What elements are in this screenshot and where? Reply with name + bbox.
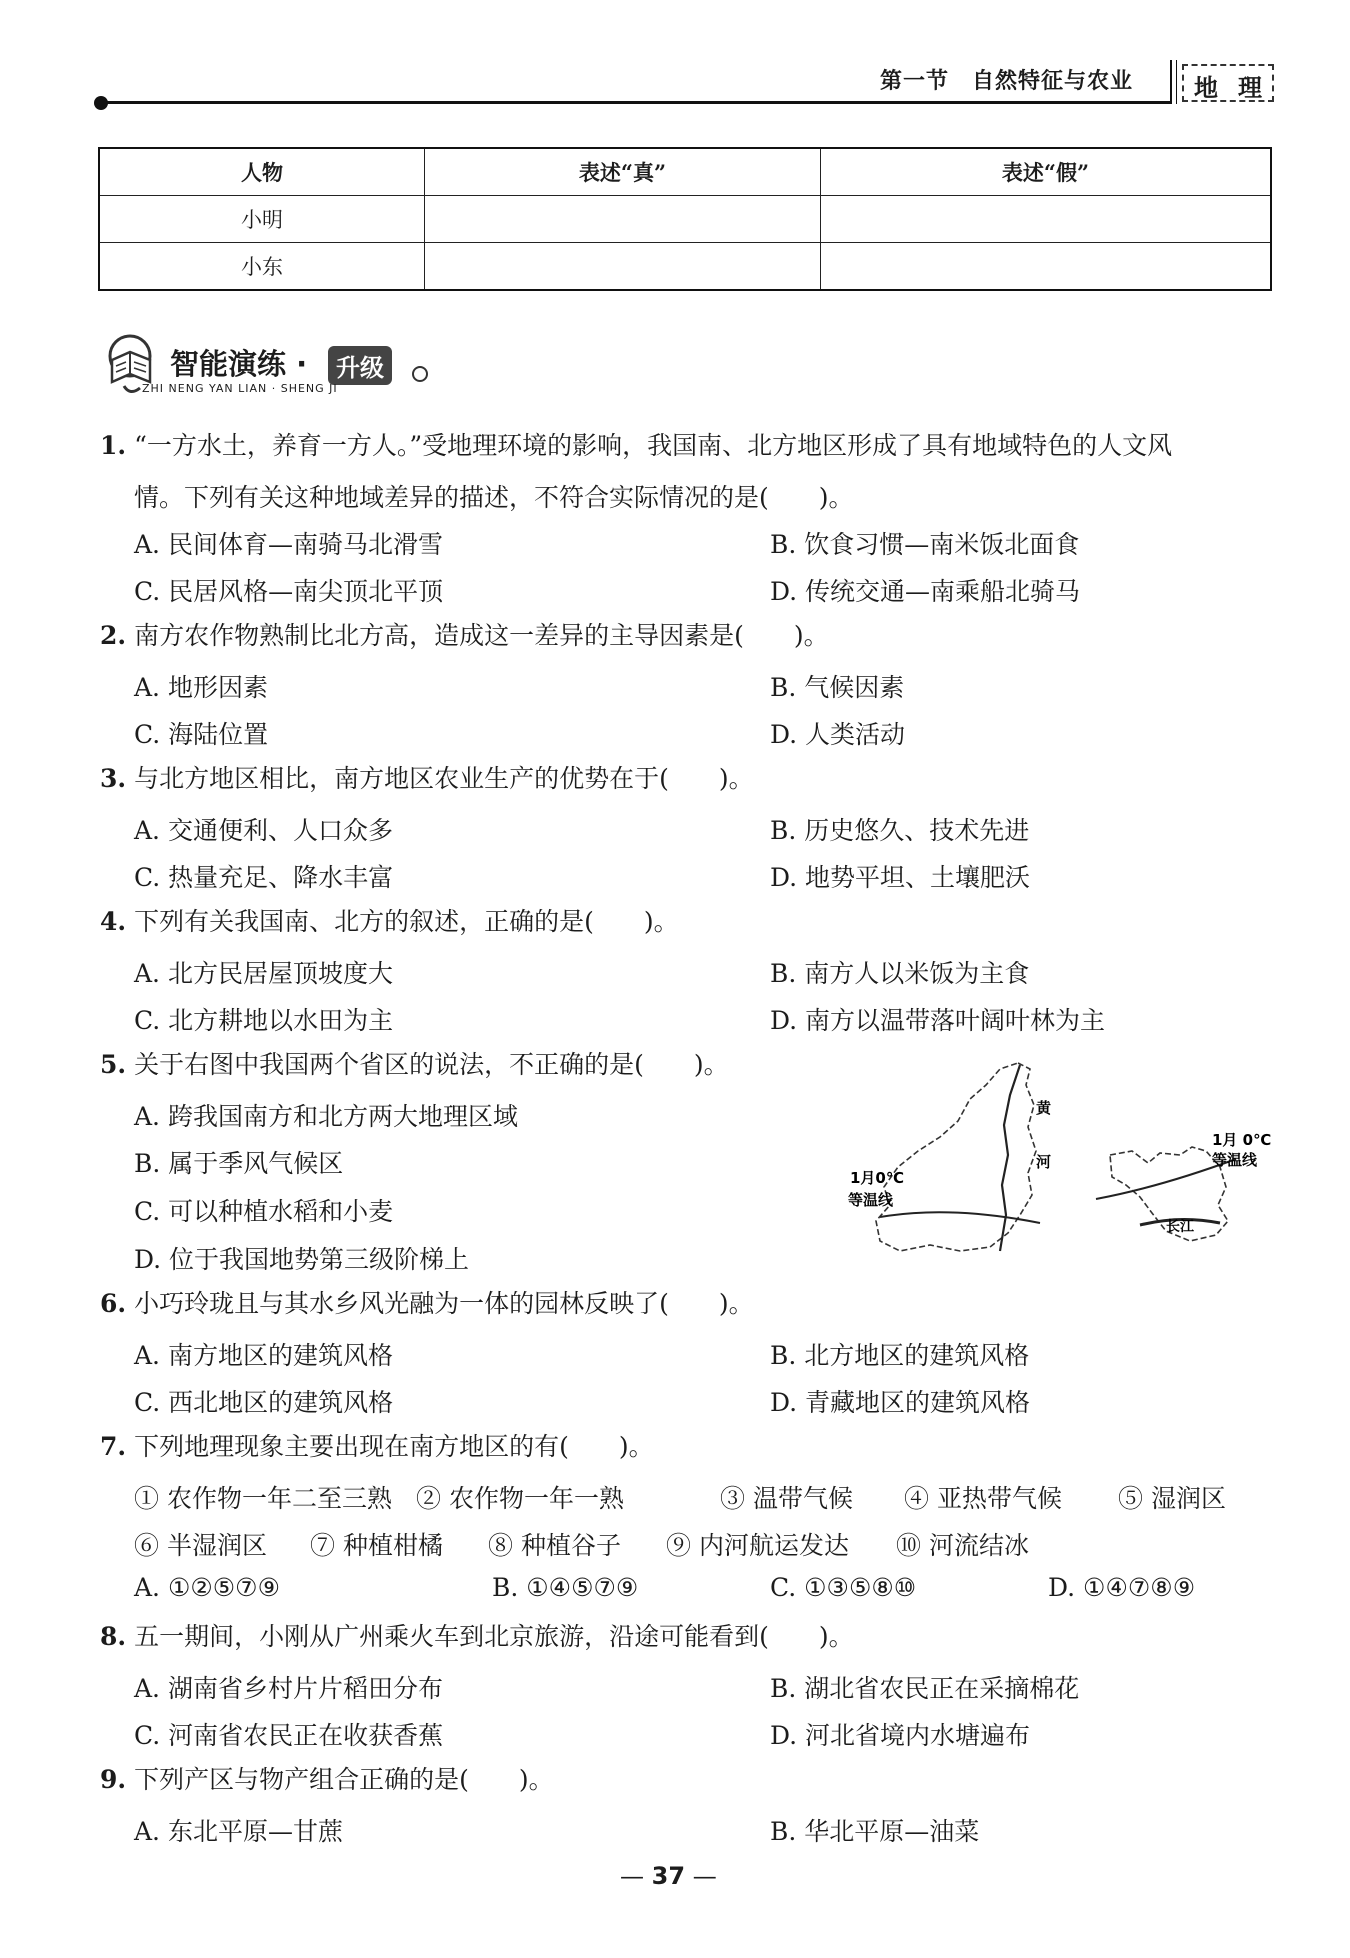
question-text: “一方水土，养育一方人。”受地理环境的影响，我国南、北方地区形成了具有地域特色的人文风 (134, 431, 1173, 460)
option-b[interactable]: B. 历史悠久、技术先进 (770, 816, 1030, 845)
option-a[interactable]: A. 湖南省乡村片片稻田分布 (134, 1674, 443, 1703)
header-divider (1176, 60, 1177, 104)
question-text: 五一期间，小刚从广州乘火车到北京旅游，沿途可能看到( )。 (134, 1622, 854, 1651)
question-number: 5. (100, 1050, 127, 1079)
statement-item: ③ 温带气候 (720, 1484, 853, 1513)
question-number: 3. (100, 764, 127, 793)
answer-cell[interactable] (425, 243, 821, 291)
question (100, 1041, 729, 1089)
statement-item: ① 农作物一年二至三熟 (134, 1484, 392, 1513)
table-cell: 小东 (99, 243, 425, 291)
banner-subtitle: ZHI NENG YAN LIAN · SHENG JI (142, 382, 338, 395)
question (100, 1423, 654, 1471)
river-label: 长江 (1166, 1219, 1194, 1235)
isotherm-label: 1月0℃ (850, 1169, 905, 1187)
option-c[interactable]: C. 河南省农民正在收获香蕉 (134, 1721, 444, 1750)
question (100, 1756, 554, 1804)
option-c[interactable]: C. 西北地区的建筑风格 (134, 1388, 394, 1417)
answer-cell[interactable] (425, 196, 821, 243)
option-d[interactable]: D. 传统交通—南乘船北骑马 (770, 577, 1081, 606)
subject-label (1182, 64, 1274, 102)
option-b[interactable]: B. 华北平原—油菜 (770, 1817, 980, 1846)
statement-item: ④ 亚热带气候 (904, 1484, 1062, 1513)
statement-item: ② 农作物一年一熟 (416, 1484, 624, 1513)
statement-item: ⑨ 内河航运发达 (666, 1531, 849, 1560)
statement-item: ⑥ 半湿润区 (134, 1531, 267, 1560)
option-b[interactable]: B. 饮食习惯—南米饭北面食 (770, 530, 1080, 559)
answer-table (98, 147, 1272, 291)
page-footer (620, 1862, 717, 1890)
question-number: 6. (100, 1289, 127, 1318)
option-b[interactable]: B. 属于季风气候区 (134, 1149, 344, 1178)
question (100, 755, 754, 803)
question-number: 7. (100, 1432, 127, 1461)
table-header: 表述“假” (821, 148, 1272, 196)
isotherm-label: 等温线 (1212, 1151, 1258, 1169)
statement-item: ⑩ 河流结冰 (896, 1531, 1029, 1560)
river-label: 河 (1036, 1153, 1052, 1171)
option-d[interactable]: D. 人类活动 (770, 720, 906, 749)
option-d[interactable]: D. 位于我国地势第三级阶梯上 (134, 1245, 470, 1274)
question-text: 南方农作物熟制比北方高，造成这一差异的主导因素是( )。 (134, 621, 829, 650)
table-row (99, 196, 1271, 243)
question-number: 9. (100, 1765, 127, 1794)
question (100, 422, 1172, 470)
subject-char: 理 (1238, 73, 1262, 102)
question (100, 1613, 854, 1661)
question-text: 下列地理现象主要出现在南方地区的有( )。 (134, 1432, 654, 1461)
option-a[interactable]: A. 民间体育—南骑马北滑雪 (134, 530, 443, 559)
river-label: 黄 (1036, 1099, 1052, 1117)
question (100, 612, 829, 660)
option-a[interactable]: A. 南方地区的建筑风格 (134, 1341, 393, 1370)
statement-item: ⑦ 种植柑橘 (310, 1531, 443, 1560)
option-a[interactable]: A. 北方民居屋顶坡度大 (134, 959, 393, 988)
option-a[interactable]: A. 地形因素 (134, 673, 268, 702)
question-text: 下列产区与物产组合正确的是( )。 (134, 1765, 554, 1794)
question (100, 1280, 754, 1328)
table-cell: 小明 (99, 196, 425, 243)
option-b[interactable]: B. 南方人以米饭为主食 (770, 959, 1030, 988)
footer-dash: — (692, 1862, 717, 1890)
question-number: 1. (100, 431, 127, 460)
header-divider (1170, 60, 1172, 104)
option-d[interactable]: D. 南方以温带落叶阔叶林为主 (770, 1006, 1106, 1035)
subject-char: 地 (1194, 73, 1218, 102)
footer-dash: — (620, 1862, 644, 1890)
table-header: 人物 (99, 148, 425, 196)
header-rule (104, 101, 1170, 104)
province-map-figure (840, 1055, 1280, 1255)
section-title: 第一节 自然特征与农业 (880, 68, 1134, 94)
option-c[interactable]: C. 民居风格—南尖顶北平顶 (134, 577, 444, 606)
table-row (99, 243, 1271, 291)
option-b[interactable]: B. 湖北省农民正在采摘棉花 (770, 1674, 1080, 1703)
question-text: 情。下列有关这种地域差异的描述，不符合实际情况的是( )。 (134, 483, 854, 512)
option-d[interactable]: D. 地势平坦、土壤肥沃 (770, 863, 1031, 892)
option-d[interactable]: D. 河北省境内水塘遍布 (770, 1721, 1031, 1750)
isotherm-label: 等温线 (848, 1191, 894, 1209)
statement-item: ⑧ 种植谷子 (488, 1531, 621, 1560)
option-a[interactable]: A. 跨我国南方和北方两大地理区域 (134, 1102, 518, 1131)
option-a[interactable]: A. ①②⑤⑦⑨ (134, 1573, 281, 1602)
isotherm-label: 1月 0℃ (1212, 1131, 1272, 1149)
table-header: 表述“真” (425, 148, 821, 196)
option-b[interactable]: B. 气候因素 (770, 673, 905, 702)
question-number: 4. (100, 907, 127, 936)
answer-cell[interactable] (821, 196, 1272, 243)
option-c[interactable]: C. ①③⑤⑧⑩ (770, 1573, 917, 1602)
option-d[interactable]: D. 青藏地区的建筑风格 (770, 1388, 1031, 1417)
question-text: 关于右图中我国两个省区的说法，不正确的是( )。 (134, 1050, 729, 1079)
answer-cell[interactable] (821, 243, 1272, 291)
option-c[interactable]: C. 可以种植水稻和小麦 (134, 1197, 394, 1226)
yellow-river-line (1000, 1065, 1020, 1251)
option-b[interactable]: B. 北方地区的建筑风格 (770, 1341, 1030, 1370)
question-text: 小巧玲珑且与其水乡风光融为一体的园林反映了( )。 (134, 1289, 754, 1318)
option-a[interactable]: A. 东北平原—甘蔗 (134, 1817, 343, 1846)
question-number: 2. (100, 621, 127, 650)
option-a[interactable]: A. 交通便利、人口众多 (134, 816, 393, 845)
banner-title: 智能演练 · (170, 347, 308, 381)
table-header-row (99, 148, 1271, 196)
option-d[interactable]: D. ①④⑦⑧⑨ (1048, 1573, 1196, 1602)
option-c[interactable]: C. 热量充足、降水丰富 (134, 863, 394, 892)
option-c[interactable]: C. 海陆位置 (134, 720, 269, 749)
pin-icon (412, 366, 428, 382)
section-banner (100, 330, 430, 400)
question-number: 8. (100, 1622, 127, 1651)
option-c[interactable]: C. 北方耕地以水田为主 (134, 1006, 394, 1035)
page-number: 37 (651, 1862, 686, 1890)
question (100, 898, 679, 946)
question-text: 与北方地区相比，南方地区农业生产的优势在于( )。 (134, 764, 754, 793)
statement-item: ⑤ 湿润区 (1118, 1484, 1226, 1513)
banner-tag: 升级 (328, 346, 392, 385)
question-text: 下列有关我国南、北方的叙述，正确的是( )。 (134, 907, 679, 936)
option-b[interactable]: B. ①④⑤⑦⑨ (492, 1573, 639, 1602)
